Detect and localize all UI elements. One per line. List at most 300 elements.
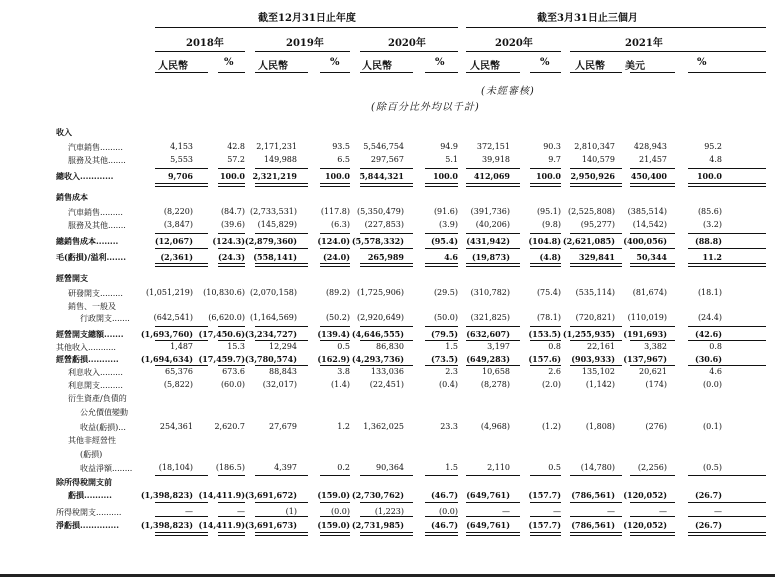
subtotal-rule (425, 168, 458, 169)
table-row (0, 342, 775, 354)
column-header-rule (155, 72, 208, 73)
table-cell: (174) (645, 380, 667, 389)
table-cell: 27,679 (269, 422, 297, 431)
table-cell: (3.2) (703, 220, 722, 229)
table-cell: 133,036 (370, 367, 404, 376)
column-header-rule (320, 72, 350, 73)
subtotal-rule (320, 168, 350, 169)
subtotal-rule (218, 168, 245, 169)
column-header-rule (688, 72, 766, 73)
subtotal-rule (218, 475, 245, 476)
table-cell: (79.5) (430, 329, 458, 339)
table-cell: 0.5 (548, 463, 561, 472)
subtotal-rule (320, 365, 350, 366)
subtotal-rule (630, 516, 675, 517)
table-cell: (321,825) (470, 313, 510, 322)
table-cell: (1.2) (542, 422, 561, 431)
subtotal-rule (320, 340, 350, 341)
subtotal-rule (425, 516, 458, 517)
subtotal-rule (425, 475, 458, 476)
total-double-rule (360, 532, 413, 536)
total-double-rule (218, 183, 245, 187)
subtotal-rule (425, 340, 458, 341)
row-label: 其他收入........... (56, 343, 116, 352)
table-row (0, 127, 775, 139)
row-label: 服務及其他....... (68, 156, 126, 165)
table-cell: (12,067) (154, 236, 193, 246)
subtotal-rule (570, 516, 622, 517)
table-cell: (2,730,762) (351, 490, 404, 500)
year-header-2019: 2019年 (286, 38, 324, 49)
subtotal-rule (530, 365, 561, 366)
subtotal-rule (425, 233, 458, 234)
column-header: 人民幣 (258, 61, 288, 72)
table-cell: (632,607) (466, 329, 510, 339)
table-cell: (2,731,985) (351, 520, 404, 530)
subtotal-rule (155, 516, 208, 517)
subtotal-rule (255, 168, 308, 169)
table-cell: (91.6) (433, 207, 458, 216)
table-cell: 0.8 (709, 342, 722, 351)
total-double-rule (360, 183, 413, 187)
table-cell: 100.0 (432, 171, 458, 181)
subtotal-rule (360, 168, 413, 169)
table-cell: 100.0 (696, 171, 722, 181)
table-cell: (400,056) (623, 236, 667, 246)
table-cell: (95.1) (536, 207, 561, 216)
table-row (0, 155, 775, 167)
subtotal-rule (155, 475, 208, 476)
total-double-rule (466, 263, 520, 267)
subtotal-rule (155, 168, 208, 169)
table-cell: 100.0 (219, 171, 245, 181)
year-header-2020: 2020年 (388, 38, 426, 49)
total-double-rule (688, 263, 766, 267)
table-cell: 95.2 (704, 142, 722, 151)
table-cell: 100.0 (535, 171, 561, 181)
table-cell: (40,206) (475, 220, 510, 229)
column-header: % (435, 57, 445, 68)
table-cell: (9.8) (542, 220, 561, 229)
table-cell: (786,561) (571, 520, 615, 530)
table-cell: (137,967) (623, 354, 667, 364)
total-double-rule (360, 263, 413, 267)
table-cell: 412,069 (473, 171, 510, 181)
table-cell: 2,171,231 (256, 142, 297, 151)
subtotal-rule (255, 248, 308, 249)
subtotal-rule (320, 233, 350, 234)
table-cell: 86,830 (376, 342, 404, 351)
table-cell: (5,350,479) (357, 207, 404, 216)
row-label: 研發開支......... (68, 289, 123, 298)
table-cell: (26.7) (694, 520, 722, 530)
total-double-rule (255, 263, 308, 267)
table-cell: (3.9) (439, 220, 458, 229)
table-cell: (8,220) (163, 207, 193, 216)
subtotal-rule (155, 233, 208, 234)
table-row (0, 507, 775, 519)
subtotal-rule (630, 475, 675, 476)
table-cell: 57.2 (227, 155, 245, 164)
table-cell: 90,364 (376, 463, 404, 472)
subtotal-rule (630, 326, 675, 327)
subtotal-rule (466, 340, 520, 341)
table-cell: (88.8) (694, 236, 722, 246)
table-cell: 673.6 (222, 367, 245, 376)
table-row (0, 236, 775, 248)
table-cell: (29.5) (433, 288, 458, 297)
year-header-2020-q1: 2020年 (495, 38, 533, 49)
table-cell: 372,151 (476, 142, 510, 151)
table-cell: 140,579 (581, 155, 615, 164)
subtotal-rule (360, 516, 413, 517)
subtotal-rule (530, 326, 561, 327)
year-rule-2019 (255, 51, 350, 52)
row-label: 經營開支總額....... (56, 329, 124, 339)
table-cell: 42.8 (227, 142, 245, 151)
table-cell: (2,733,531) (250, 207, 297, 216)
subtotal-rule (530, 233, 561, 234)
row-label: 汽車銷售......... (68, 208, 123, 217)
table-row (0, 380, 775, 392)
subtotal-rule (630, 502, 675, 503)
table-cell: (1,398,823) (140, 490, 193, 500)
year-header-2021-q1: 2021年 (625, 38, 663, 49)
table-row (0, 435, 775, 447)
table-cell: 0.5 (337, 342, 350, 351)
table-cell: 265,989 (367, 252, 404, 262)
table-cell: — (714, 507, 722, 516)
table-cell: (139.4) (317, 329, 350, 339)
subtotal-rule (630, 365, 675, 366)
table-cell: (558,141) (253, 252, 297, 262)
subtotal-rule (466, 326, 520, 327)
table-cell: (1) (285, 507, 297, 516)
table-cell: (227,853) (364, 220, 404, 229)
table-cell: (95.4) (430, 236, 458, 246)
total-double-rule (530, 532, 561, 536)
table-cell: (1,142) (585, 380, 615, 389)
table-cell: (6.3) (331, 220, 350, 229)
subtotal-rule (530, 516, 561, 517)
subtotal-rule (466, 516, 520, 517)
total-double-rule (630, 532, 675, 536)
table-cell: — (237, 507, 245, 516)
table-row (0, 407, 775, 419)
subtotal-rule (155, 340, 208, 341)
table-cell: 9.7 (548, 155, 561, 164)
subtotal-rule (425, 502, 458, 503)
year-header-2018: 2018年 (186, 38, 224, 49)
table-cell: 4.6 (444, 252, 458, 262)
total-double-rule (530, 183, 561, 187)
row-label: 總銷售成本........ (56, 236, 119, 246)
row-label: 收益淨額........ (80, 464, 133, 473)
table-cell: (5,822) (163, 380, 193, 389)
table-cell: 23.3 (440, 422, 458, 431)
subtotal-rule (155, 326, 208, 327)
total-double-rule (218, 532, 245, 536)
table-cell: (720,821) (575, 313, 615, 322)
table-cell: (145,829) (257, 220, 297, 229)
total-double-rule (425, 263, 458, 267)
subtotal-rule (425, 365, 458, 366)
subtotal-rule (255, 516, 308, 517)
table-cell: 2,620.7 (214, 422, 245, 431)
subtotal-rule (630, 248, 675, 249)
table-cell: 6.5 (337, 155, 350, 164)
column-header: 人民幣 (362, 61, 392, 72)
table-cell: (0.4) (439, 380, 458, 389)
subtotal-rule (688, 326, 766, 327)
column-header: % (224, 57, 234, 68)
table-cell: (903,933) (571, 354, 615, 364)
subtotal-rule (218, 502, 245, 503)
table-cell: (46.7) (430, 490, 458, 500)
table-cell: 2,110 (487, 463, 510, 472)
subtotal-rule (530, 340, 561, 341)
table-cell: 1,487 (170, 342, 193, 351)
subtotal-rule (688, 340, 766, 341)
table-cell: (0.1) (703, 422, 722, 431)
table-cell: (2,525,808) (568, 207, 615, 216)
table-cell: (649,283) (466, 354, 510, 364)
table-cell: (50.2) (325, 313, 350, 322)
table-cell: (19,873) (471, 252, 510, 262)
total-double-rule (320, 532, 350, 536)
table-cell: 297,567 (370, 155, 404, 164)
table-row (0, 477, 775, 489)
table-row (0, 449, 775, 461)
table-cell: 12,294 (269, 342, 297, 351)
year-rule-2018 (155, 51, 245, 52)
header-group-rule-annual (155, 27, 458, 28)
table-row (0, 520, 775, 532)
table-row (0, 171, 775, 183)
table-cell: (2,256) (637, 463, 667, 472)
table-cell: 149,988 (263, 155, 297, 164)
table-cell: 2,810,347 (574, 142, 615, 151)
table-cell: (649,761) (466, 490, 510, 500)
total-double-rule (466, 532, 520, 536)
table-cell: (3,691,672) (244, 490, 297, 500)
table-cell: (153.5) (528, 329, 561, 339)
table-cell: (124.3) (212, 236, 245, 246)
table-cell: (1,694,634) (140, 354, 193, 364)
table-cell: 11.2 (702, 252, 722, 262)
table-cell: (14,542) (632, 220, 667, 229)
table-cell: (2,070,158) (250, 288, 297, 297)
table-cell: (17,459.7) (198, 354, 245, 364)
subtotal-rule (155, 502, 208, 503)
table-cell: (110,019) (627, 313, 667, 322)
table-cell: (3,691,673) (244, 520, 297, 530)
table-cell: (32,017) (262, 380, 297, 389)
table-cell: (73.5) (430, 354, 458, 364)
subtotal-rule (466, 475, 520, 476)
table-cell: (14,780) (580, 463, 615, 472)
row-label: 公允價值變動 (80, 408, 128, 417)
table-cell: (162.9) (317, 354, 350, 364)
subtotal-rule (255, 502, 308, 503)
table-cell: (4,646,555) (351, 329, 404, 339)
table-cell: (26.7) (694, 490, 722, 500)
table-row (0, 301, 775, 313)
subtotal-rule (155, 365, 208, 366)
table-cell: (30.6) (694, 354, 722, 364)
subtotal-rule (218, 326, 245, 327)
subtotal-rule (320, 502, 350, 503)
column-header-rule (218, 72, 245, 73)
table-cell: 1.5 (445, 342, 458, 351)
total-double-rule (155, 263, 208, 267)
table-cell: 15.3 (227, 342, 245, 351)
subtotal-rule (320, 248, 350, 249)
table-cell: 428,943 (633, 142, 667, 151)
subtotal-rule (570, 365, 622, 366)
table-cell: 2,321,219 (252, 171, 297, 181)
table-cell: 21,457 (639, 155, 667, 164)
subtotal-rule (570, 248, 622, 249)
table-cell: — (659, 507, 667, 516)
table-cell: 2,950,926 (570, 171, 615, 181)
table-cell: 22,161 (587, 342, 615, 351)
subtotal-rule (360, 248, 413, 249)
column-header-rule (255, 72, 308, 73)
column-header-rule (466, 72, 520, 73)
table-cell: 3,197 (487, 342, 510, 351)
table-row (0, 207, 775, 219)
table-cell: 2.3 (445, 367, 458, 376)
subtotal-rule (688, 248, 766, 249)
table-cell: (159.0) (317, 490, 350, 500)
table-cell: (191,693) (623, 329, 667, 339)
subtotal-rule (360, 365, 413, 366)
table-row (0, 142, 775, 154)
column-header-rule (530, 72, 561, 73)
column-header: % (330, 57, 340, 68)
total-double-rule (218, 263, 245, 267)
table-cell: (4,968) (480, 422, 510, 431)
total-double-rule (466, 183, 520, 187)
subtotal-rule (530, 248, 561, 249)
subtotal-rule (630, 168, 675, 169)
table-cell: (2,920,649) (357, 313, 404, 322)
subtotal-rule (466, 502, 520, 503)
table-cell: 329,841 (578, 252, 615, 262)
table-cell: (50.0) (433, 313, 458, 322)
row-label: 衍生資產/負債的 (68, 394, 127, 403)
table-cell: (75.4) (536, 288, 561, 297)
subtotal-rule (688, 168, 766, 169)
subtotal-rule (218, 365, 245, 366)
table-cell: (535,114) (575, 288, 615, 297)
table-cell: (1,808) (585, 422, 615, 431)
table-cell: — (502, 507, 510, 516)
row-label: 銷售、一般及 (68, 302, 116, 311)
subtotal-rule (218, 248, 245, 249)
table-cell: (2.0) (542, 380, 561, 389)
total-double-rule (530, 263, 561, 267)
table-row (0, 422, 775, 434)
table-cell: (85.6) (697, 207, 722, 216)
table-cell: (3,780,574) (244, 354, 297, 364)
table-cell: 5.1 (445, 155, 458, 164)
row-label: (虧損) (80, 450, 103, 459)
subtotal-rule (425, 326, 458, 327)
table-cell: 39,918 (482, 155, 510, 164)
table-cell: 5,546,754 (363, 142, 404, 151)
row-label: 除所得稅開支前 (56, 477, 112, 487)
table-row (0, 393, 775, 405)
subtotal-rule (688, 516, 766, 517)
table-row (0, 463, 775, 475)
table-cell: (3,847) (163, 220, 193, 229)
table-cell: 65,376 (165, 367, 193, 376)
table-cell: 93.5 (332, 142, 350, 151)
table-cell: 0.2 (337, 463, 350, 472)
table-cell: (60.0) (220, 380, 245, 389)
table-cell: 4.6 (709, 367, 722, 376)
table-row (0, 313, 775, 325)
row-label: 毛(虧損)/溢利....... (56, 252, 126, 262)
table-cell: (2,361) (160, 252, 193, 262)
header-group-annual: 截至12月31日止年度 (258, 13, 356, 24)
table-cell: (89.2) (325, 288, 350, 297)
total-double-rule (425, 183, 458, 187)
year-rule-2021-q1 (570, 51, 766, 52)
subtotal-rule (530, 475, 561, 476)
table-cell: 4,153 (170, 142, 193, 151)
table-cell: 94.9 (440, 142, 458, 151)
table-cell: (1,223) (374, 507, 404, 516)
total-double-rule (570, 183, 622, 187)
table-cell: (95,277) (580, 220, 615, 229)
subtotal-rule (570, 168, 622, 169)
table-cell: 4.8 (709, 155, 722, 164)
subtotal-rule (255, 340, 308, 341)
table-cell: 2.6 (548, 367, 561, 376)
table-cell: (642,541) (153, 313, 193, 322)
table-cell: — (607, 507, 615, 516)
subtotal-rule (360, 340, 413, 341)
table-cell: 450,400 (630, 171, 667, 181)
table-cell: (18,104) (158, 463, 193, 472)
table-cell: 20,621 (639, 367, 667, 376)
total-double-rule (320, 263, 350, 267)
total-double-rule (570, 532, 622, 536)
row-label: 經營虧損........... (56, 354, 119, 364)
table-cell: (120,052) (623, 520, 667, 530)
table-row (0, 220, 775, 232)
table-cell: (2,621,085) (562, 236, 615, 246)
table-cell: (186.5) (215, 463, 245, 472)
table-cell: (84.7) (220, 207, 245, 216)
table-cell: 10,658 (482, 367, 510, 376)
table-row (0, 367, 775, 379)
table-cell: 90.3 (543, 142, 561, 151)
subtotal-rule (688, 502, 766, 503)
total-double-rule (570, 263, 622, 267)
row-label: 虧損.......... (68, 490, 112, 500)
total-double-rule (630, 183, 675, 187)
row-label: 收益(虧損)... (80, 423, 126, 432)
table-cell: (1,255,935) (562, 329, 615, 339)
total-double-rule (688, 183, 766, 187)
table-cell: (3,234,727) (244, 329, 297, 339)
table-cell: (786,561) (571, 490, 615, 500)
subtotal-rule (688, 475, 766, 476)
